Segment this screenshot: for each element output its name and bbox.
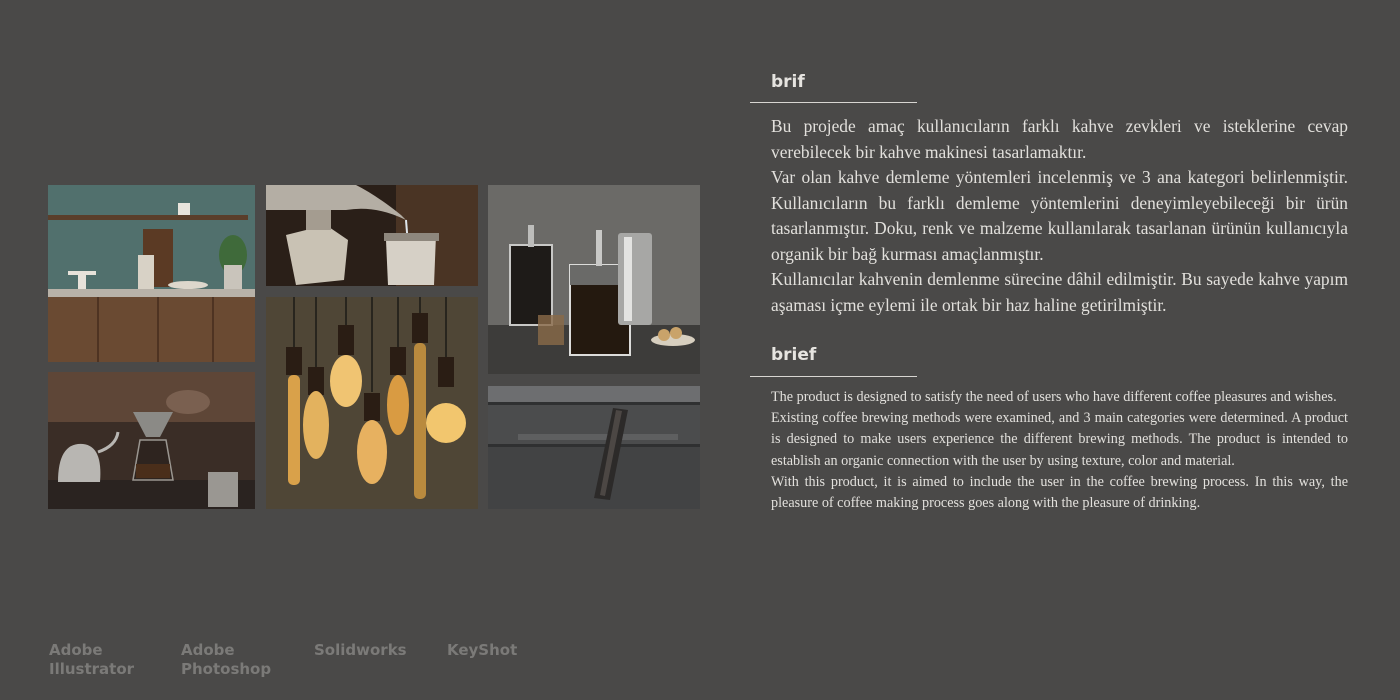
brief-en-paragraph: The product is designed to satisfy the need of users who have different coffee pleasures and wishes. (771, 389, 1337, 405)
brief-en-underline (750, 376, 917, 377)
tool-adobe-photoshop (181, 641, 301, 679)
tool-keyshot (447, 641, 567, 660)
edison-bulbs-photo (266, 297, 478, 509)
brief-en-paragraph: Existing coffee brewing methods were examined, and 3 main categories were determined. A product is designed to make users experience the different brewing methods. The product is intended to establish an organic connection with the user by using texture, color and material. (771, 410, 1348, 469)
brief-tr-paragraph: Var olan kahve demleme yöntemleri incelenmiş ve 3 ana kategori belirlenmiştir. Kullanıcıların bu farklı demleme yöntemlerini deneyimleyebileceği bir ürün tasarlanmıştır. Doku, renk ve malzeme kullanılarak tasarlanan ürünün kullanıcıyla organik bir bağ kurması amaçlanmıştır. (771, 167, 1348, 264)
brief-tr-paragraph: Kullanıcılar kahvenin demlenme sürecine dâhil edilmiştir. Bu sayede kahve yapım aşaması içme eylemi ile ortak bir haz haline getirilmiştir. (771, 269, 1348, 315)
tool-adobe-illustrator (49, 641, 169, 679)
kitchen-shelf-photo (48, 185, 255, 362)
tool-label-line1: Adobe (181, 641, 235, 659)
tool-label-line2: Photoshop (181, 660, 272, 678)
tool-label-line1: KeyShot (447, 641, 518, 659)
brief-tr-underline (750, 102, 917, 103)
kettle-pouring-photo (266, 185, 478, 286)
french-press-photo (488, 185, 700, 374)
brief-tr-heading: brif (771, 72, 805, 92)
brief-en-text (771, 387, 1348, 514)
tool-solidworks (314, 641, 434, 660)
pourover-coffee-photo (48, 372, 255, 509)
brief-en-heading: brief (771, 345, 817, 365)
brief-en-paragraph: With this product, it is aimed to include the user in the coffee brewing process. In this way, the pleasure of coffee making process goes along with the pleasure of drinking. (771, 473, 1348, 512)
brief-tr-paragraph: Bu projede amaç kullanıcıların farklı kahve zevkleri ve isteklerine cevap verebilecek bir kahve makinesi tasarlamaktır. (771, 116, 1348, 162)
brief-tr-text (771, 114, 1348, 318)
cabinet-handle-photo (488, 386, 700, 509)
tool-label-line2: Illustrator (49, 660, 135, 678)
tool-label-line1: Adobe (49, 641, 103, 659)
tool-label-line1: Solidworks (314, 641, 407, 659)
